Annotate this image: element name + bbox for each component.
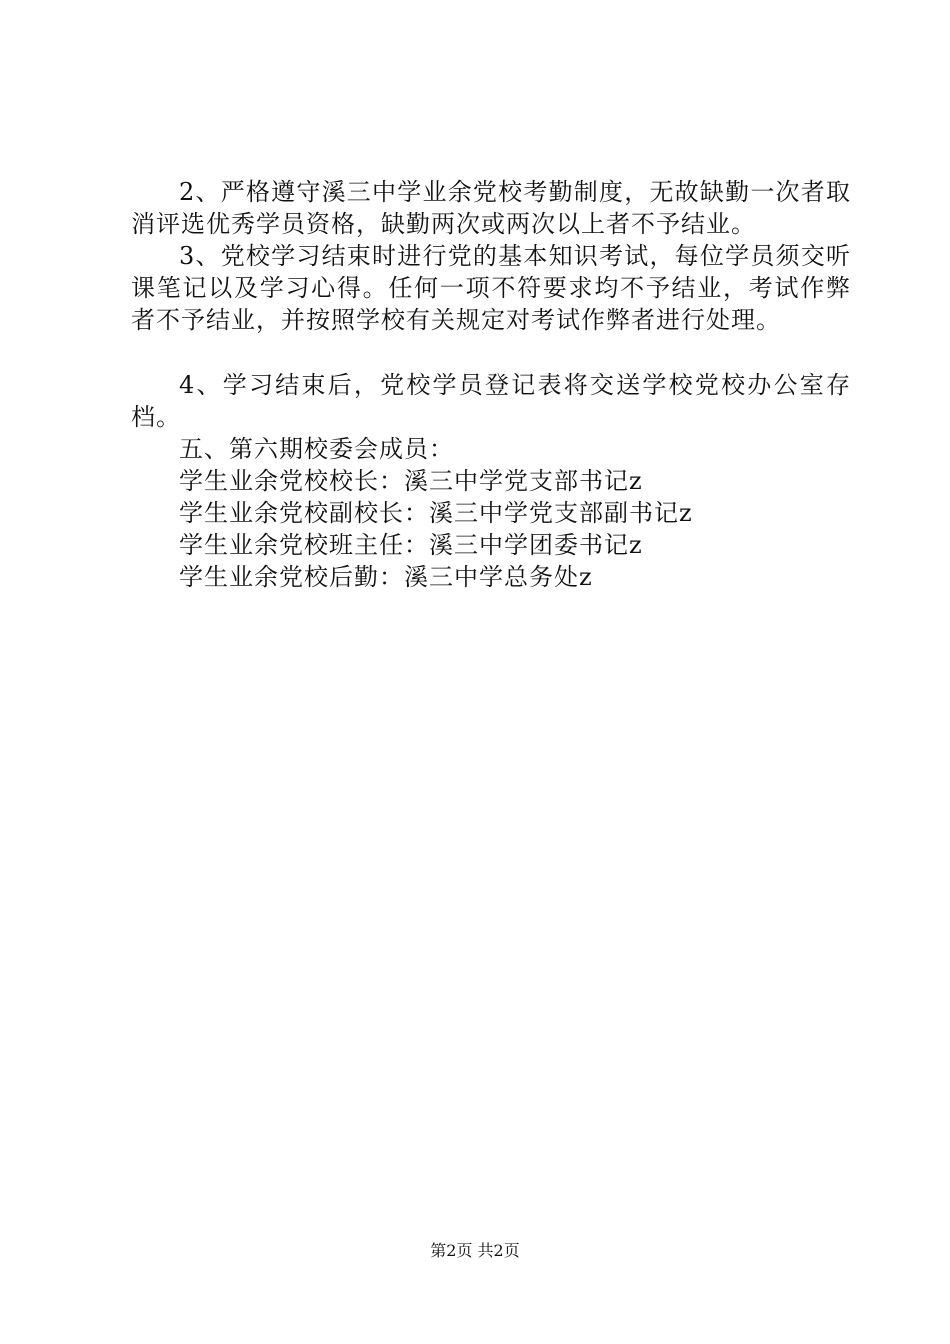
paragraph-exam-rule: 3、党校学习结束时进行党的基本知识考试，每位学员须交听课笔记以及学习心得。任何一项不符要求均不予结业，考试作弊者不予结业，并按照学校有关规定对考试作弊者进行处理。 bbox=[131, 242, 851, 334]
document-body bbox=[131, 176, 851, 593]
section-heading-committee: 五、第六期校委会成员： bbox=[179, 435, 454, 463]
paragraph-archive-rule: 4、学习结束后，党校学员登记表将交送学校党校办公室存档。 bbox=[131, 371, 851, 431]
committee-member-vice-principal: 学生业余党校副校长：溪三中学党支部副书记z bbox=[179, 499, 693, 527]
committee-member-logistics: 学生业余党校后勤：溪三中学总务处z bbox=[179, 563, 593, 591]
paragraph-attendance-rule: 2、严格遵守溪三中学业余党校考勤制度，无故缺勤一次者取消评选优秀学员资格，缺勤两次或两次以上者不予结业。 bbox=[131, 178, 851, 238]
committee-member-principal: 学生业余党校校长：溪三中学党支部书记z bbox=[179, 467, 643, 495]
page-number-footer: 第2页 共2页 bbox=[430, 1241, 520, 1260]
committee-member-class-teacher: 学生业余党校班主任：溪三中学团委书记z bbox=[179, 531, 643, 559]
